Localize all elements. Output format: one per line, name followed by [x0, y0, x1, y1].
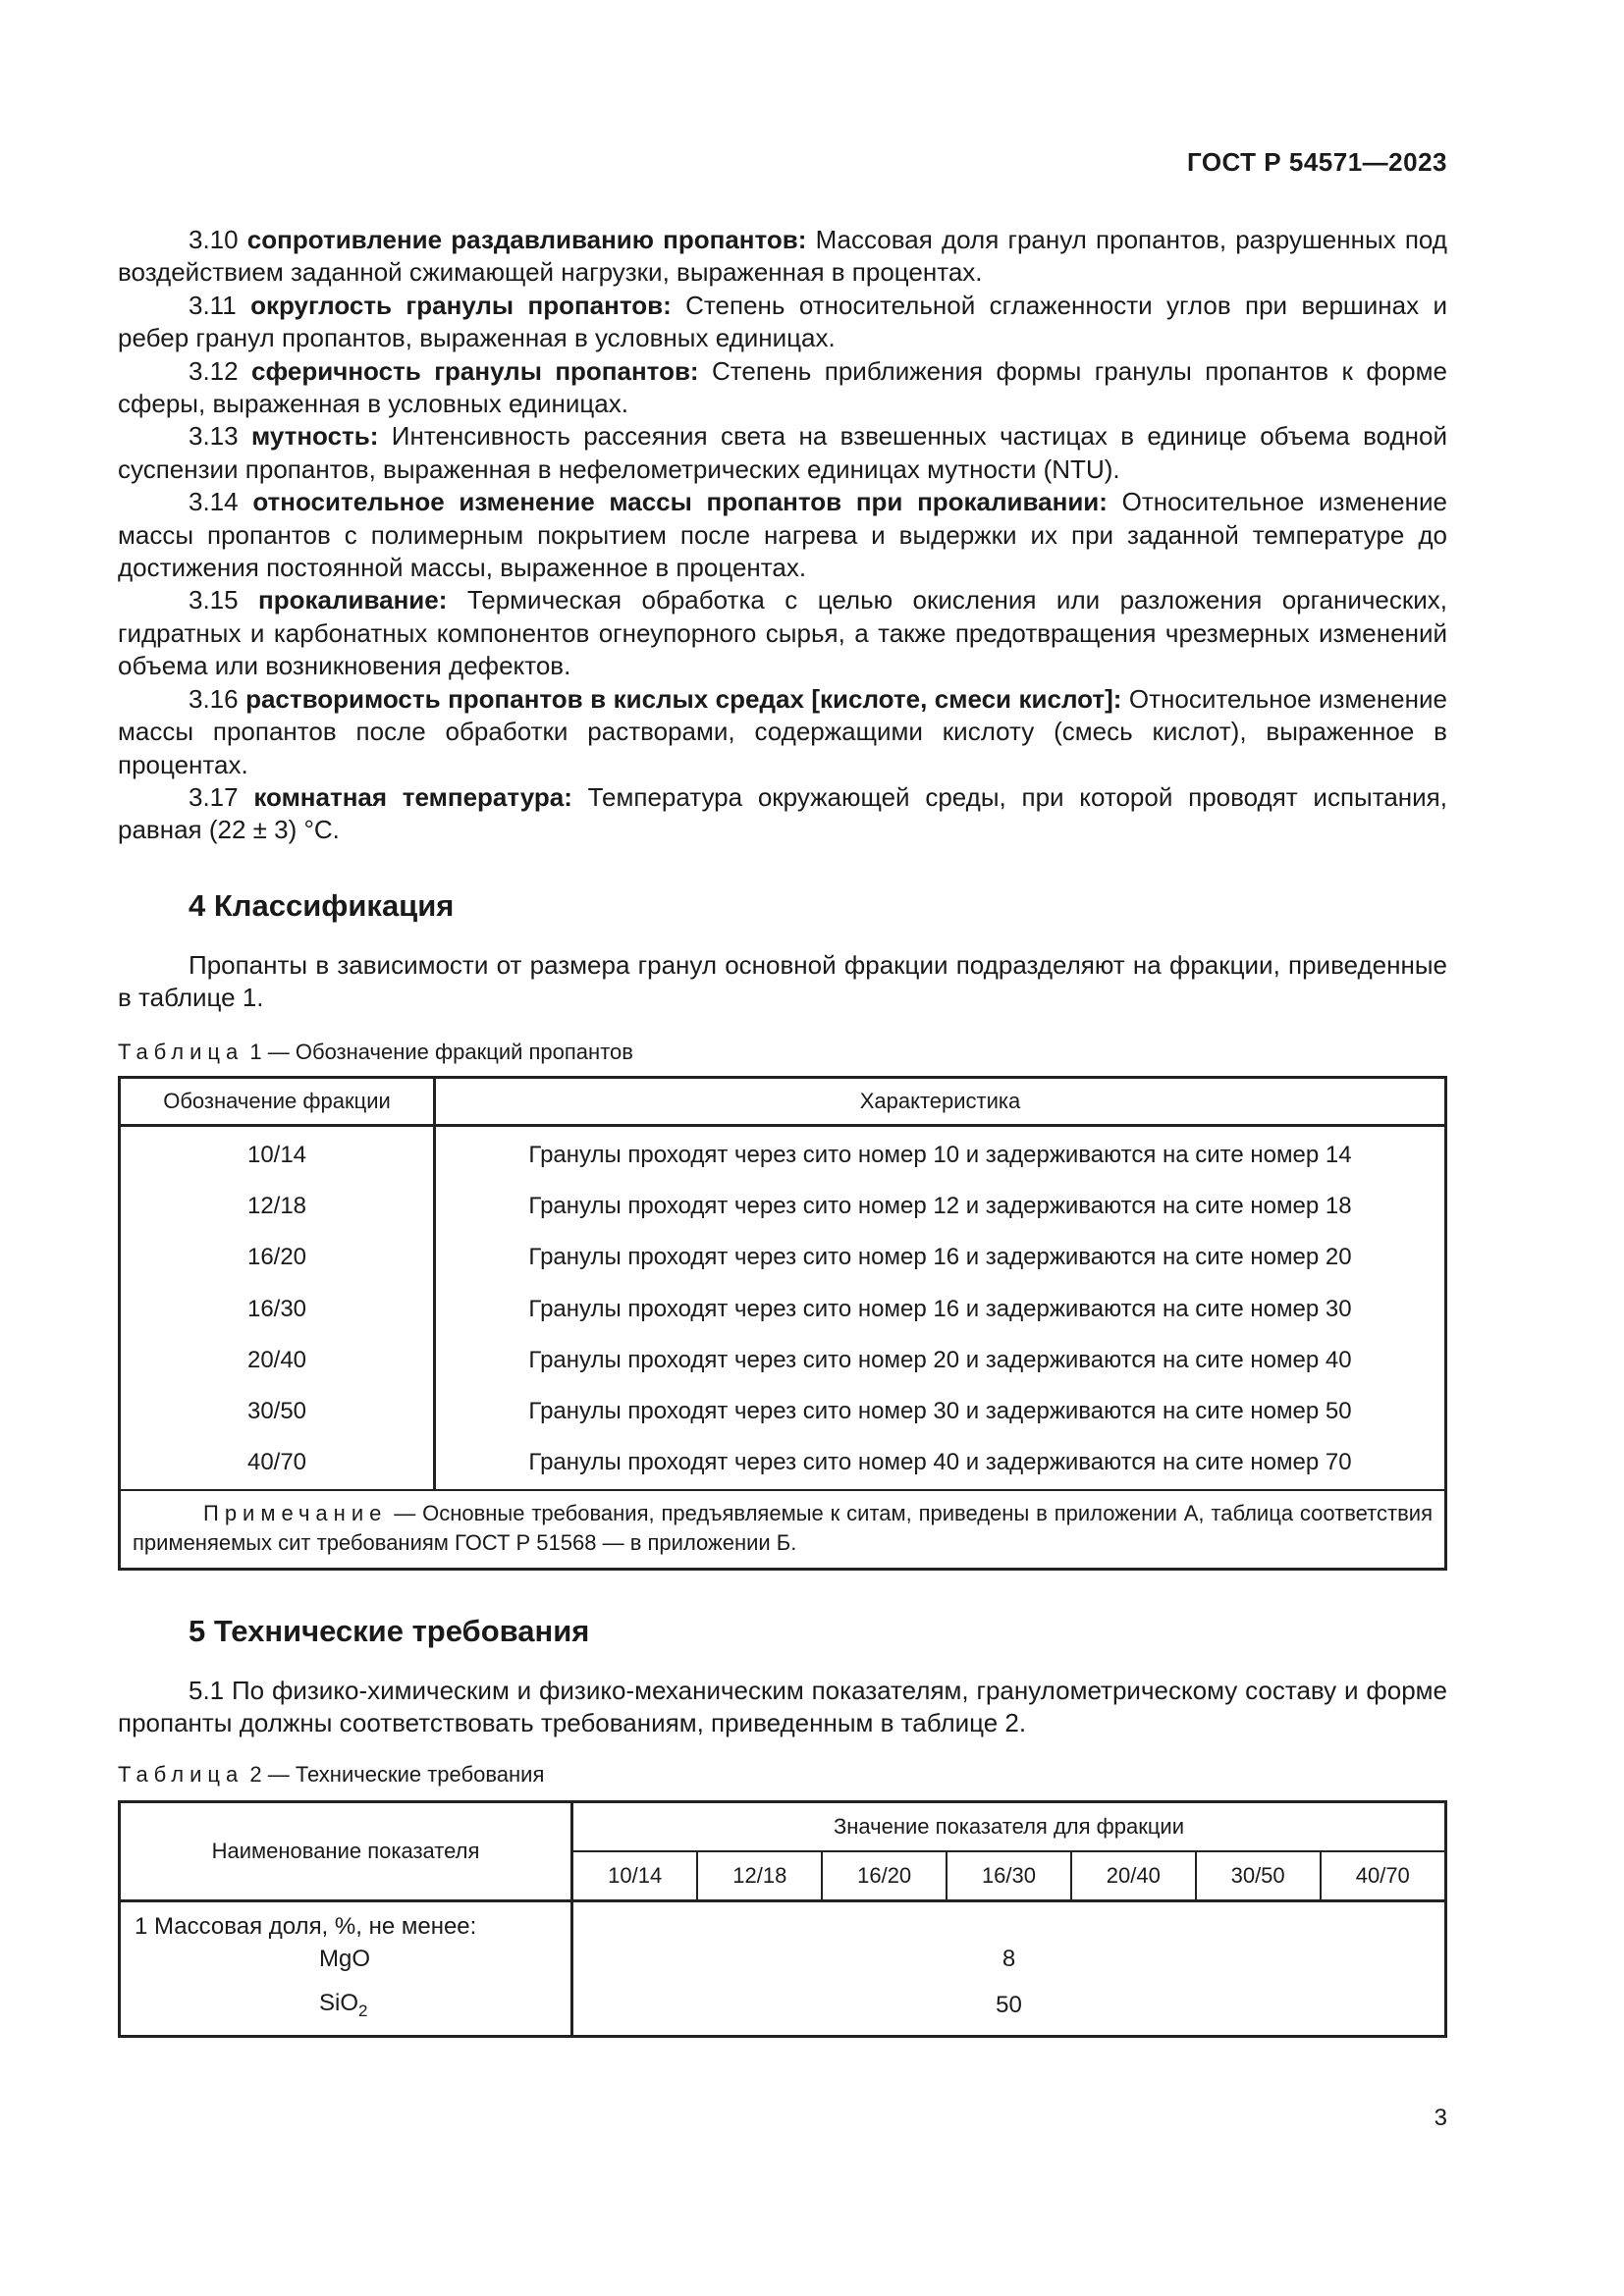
- table-row: [120, 1437, 1446, 1489]
- table-row: [120, 1335, 1446, 1386]
- description-cell: Гранулы проходят через сито номер 20 и задерживаются на сите номер 40: [528, 1346, 1352, 1373]
- mgo-value: 8: [1001, 1946, 1016, 1973]
- indicator-sub-name: MgO: [319, 1946, 371, 1973]
- description-cell: Гранулы проходят через сито номер 30 и задерживаются на сите номер 50: [528, 1398, 1352, 1425]
- table-note: Примечание — Основные требования, предъявляемые к ситам, приведены в приложении А, таблица соответствия применяемых сит требованиям ГОСТ Р 51568 — в приложении Б.: [120, 1490, 1446, 1570]
- fraction-value-group-header: Значение показателя для фракции: [572, 1802, 1446, 1852]
- page-number: 3: [1434, 2105, 1447, 2131]
- fraction-cell: 16/30: [120, 1283, 435, 1334]
- table-1-caption: Таблица 1 — Обозначение фракций пропантов: [118, 1039, 633, 1064]
- section-5-heading: 5 Технические требования: [189, 1613, 590, 1648]
- fraction-cell: 30/50: [120, 1386, 435, 1437]
- fraction-column-header: 16/20: [822, 1851, 947, 1901]
- description-cell: Гранулы проходят через сито номер 12 и задерживаются на сите номер 18: [528, 1192, 1352, 1219]
- definition-term: мутность:: [250, 421, 379, 452]
- fraction-column-header: 12/18: [697, 1851, 822, 1901]
- fraction-cell: 16/20: [120, 1232, 435, 1283]
- definition-term: относительное изменение массы пропантов при прокаливании:: [252, 487, 1108, 517]
- fraction-cell: 20/40: [120, 1335, 435, 1386]
- table-row: [120, 1901, 1446, 2037]
- indicator-name-header: Наименование показателя: [120, 1802, 572, 1901]
- table-note-row: [120, 1490, 1446, 1570]
- fractions-table: [118, 1076, 1447, 1571]
- table-row: [120, 1125, 1446, 1181]
- description-cell: Гранулы проходят через сито номер 10 и задерживаются на сите номер 14: [528, 1141, 1352, 1168]
- description-cell: Гранулы проходят через сито номер 40 и задерживаются на сите номер 70: [528, 1449, 1352, 1476]
- definitions-list: [118, 224, 1447, 847]
- fraction-cell: 40/70: [120, 1437, 435, 1489]
- indicator-value-cell: [572, 1901, 1446, 2037]
- definition-item: 3.15 прокаливание: Термическая обработка с целью окисления или разложения органических, гидратных и карбонатных компонентов огнеупорного сырья, а также предотвращения чрезмерных изменений объема или возникновения дефектов.: [118, 585, 1448, 681]
- page-content: [118, 224, 1447, 2038]
- table-2-caption: Таблица 2 — Технические требования: [118, 1762, 545, 1788]
- definition-term: сопротивление раздавливанию пропантов:: [246, 225, 807, 254]
- table-row: [120, 1232, 1446, 1283]
- definition-item: 3.11 округлость гранулы пропантов: Степень относительной сглаженности углов при вершинах и ребер гранул пропантов, выраженная в условных единицах.: [118, 290, 1448, 353]
- definition-item: 3.17 комнатная температура: Температура окружающей среды, при которой проводят испытания, равная (22 ± 3) °С.: [118, 781, 1447, 845]
- requirements-table: [118, 1800, 1447, 2038]
- definition-item: 3.12 сферичность гранулы пропантов: Степень приближения формы гранулы пропантов к форме сферы, выраженная в условных единицах.: [118, 355, 1447, 419]
- definition-item: 3.14 относительное изменение массы пропантов при прокаливании: Относительное изменение массы пропантов с полимерным покрытием после нагрева и выдержки их при заданной температуре до достижения постоянной массы, выраженное в процентах.: [118, 487, 1447, 583]
- column-header: Обозначение фракции: [120, 1077, 435, 1125]
- definition-term: растворимость пропантов в кислых средах [кислоте, смеси кислот]:: [245, 683, 1122, 714]
- fraction-column-header: 16/30: [947, 1851, 1071, 1901]
- description-cell: Гранулы проходят через сито номер 16 и задерживаются на сите номер 20: [528, 1244, 1352, 1271]
- indicator-name-cell: 1 Массовая доля, %, не менее: MgO SiO$_2$: [120, 1901, 572, 2037]
- definition-term: сферичность гранулы пропантов:: [251, 355, 699, 386]
- table-row: [120, 1181, 1446, 1232]
- table-row: [120, 1283, 1446, 1334]
- column-header: Характеристика: [435, 1077, 1446, 1125]
- fraction-column-header: 30/50: [1196, 1851, 1321, 1901]
- description-cell: Гранулы проходят через сито номер 16 и задерживаются на сите номер 30: [528, 1295, 1352, 1322]
- definition-item: 3.10 сопротивление раздавливанию пропантов: Массовая доля гранул пропантов, разрушенных под воздействием заданной сжимающей нагрузки, выраженная в процентах.: [118, 225, 1447, 288]
- fraction-column-header: 40/70: [1321, 1851, 1446, 1901]
- definition-item: 3.16 растворимость пропантов в кислых средах [кислоте, смеси кислот]: Относительное изменение массы пропантов после обработки растворами, содержащими кислоту (смесь кислот), выраженное в процентах.: [118, 683, 1447, 779]
- document-code: ГОСТ Р 54571—2023: [1186, 147, 1447, 177]
- indicator-sub-name: SiO$_2$: [319, 1990, 368, 2021]
- fraction-cell: 10/14: [120, 1125, 435, 1181]
- definition-item: 3.13 мутность: Интенсивность рассеяния света на взвешенных частицах в единице объема водной суспензии пропантов, выраженная в нефелометрических единицах мутности (NTU).: [118, 421, 1447, 484]
- fraction-column-header: 10/14: [572, 1851, 698, 1901]
- fraction-cell: 12/18: [120, 1181, 435, 1232]
- definition-term: прокаливание:: [258, 585, 448, 615]
- sio2-value: 50: [996, 1992, 1022, 2019]
- section-4-heading: 4 Классификация: [189, 887, 455, 923]
- table-row: [120, 1386, 1446, 1437]
- section-4-paragraph: Пропанты в зависимости от размера гранул основной фракции подразделяют на фракции, приведенные в таблице 1.: [118, 949, 1447, 1013]
- definition-term: комнатная температура:: [253, 781, 572, 812]
- fraction-column-header: 20/40: [1071, 1851, 1196, 1901]
- section-5-paragraph: 5.1 По физико-химическим и физико-механическим показателям, гранулометрическому составу и форме пропанты должны соответствовать требованиям, приведенным в таблице 2.: [118, 1675, 1447, 1738]
- definition-term: округлость гранулы пропантов:: [250, 290, 672, 320]
